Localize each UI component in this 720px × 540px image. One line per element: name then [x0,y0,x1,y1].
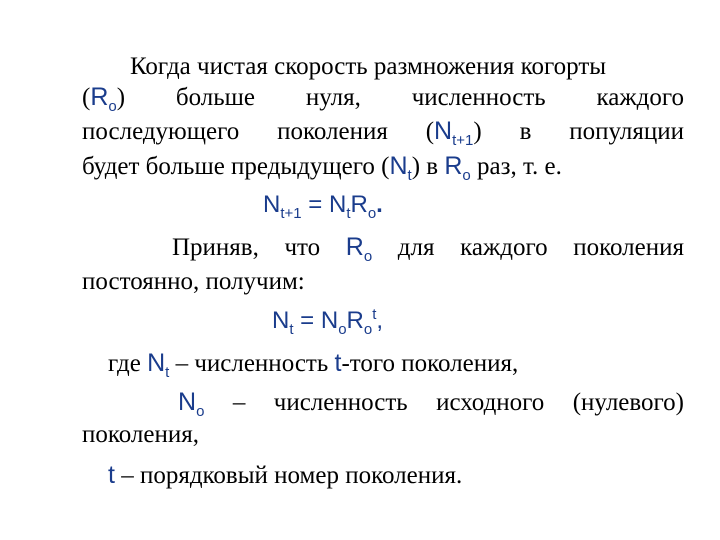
symbol-N-subscript: t+1 [452,132,474,149]
symbol-N: N [147,349,166,377]
symbol-N-subscript: t [165,364,170,381]
paragraph1-text4b: ) в [411,153,445,180]
formula2-sup: t [372,306,377,323]
symbol-t: t [108,461,115,489]
formula1-N: N [263,191,281,218]
symbol-R-subscript: o [363,248,373,265]
formula1-sub2: t [346,204,351,222]
definition-No-line2 [82,420,199,450]
definition-No-line1 [178,387,684,418]
paragraph2-line2 [82,267,305,297]
paragraph1-text4c: раз, т. е. [470,153,562,180]
symbol-t: t [334,349,342,377]
formula2-N: N [272,307,290,334]
formula-general [272,306,383,336]
definition3-text: – порядковый номер поколения. [114,462,463,489]
paragraph2-line1 [172,232,684,263]
paragraph1-line2 [82,82,684,113]
formula-growth [263,190,383,220]
definition1-text-b: – численность [169,350,335,377]
symbol-N: N [178,388,197,416]
paragraph1-text3b: ) в популяции [473,118,685,145]
symbol-R: R [90,83,109,111]
definition-Nt [108,348,518,379]
symbol-N: N [389,152,408,180]
paragraph1-text1: Когда чистая скорость размножения когорты [130,53,607,80]
paragraph1-text2: ) больше нуля, численность каждого [116,84,684,111]
formula2-end: , [376,307,384,334]
formula2-eq: = N [293,307,339,334]
paragraph1-line1 [130,52,606,82]
symbol-R-subscript: o [108,98,117,115]
formula1-eq: = N [301,191,347,218]
formula2-R: R [346,307,364,334]
formula1-sub1: t+1 [280,204,302,222]
formula1-R: R [350,191,368,218]
definition2-inner [178,387,684,418]
paragraph2-text1a: Приняв, что [172,234,346,261]
formula2-sub1: t [289,320,294,338]
symbol-R-subscript: o [462,167,471,184]
definition-t [108,460,462,491]
formula1-sub3: o [367,204,377,222]
paragraph1-text3a: последующего поколения ( [82,118,435,145]
paragraph2-text2: постоянно, получим: [82,268,305,295]
paragraph1-line3 [82,116,684,147]
formula2-sub2: o [338,320,347,338]
formula2-sub3: o [363,320,373,338]
definition2-text-l2: поколения, [82,421,200,448]
symbol-N-subscript: t [407,167,412,184]
paragraph1-line4 [82,151,562,182]
paragraph2-line1-inner [172,232,684,263]
definition2-text-a: – численность исходного (нулевого) [204,389,684,416]
paragraph1-text4a: будет больше предыдущего ( [82,153,390,180]
symbol-N-subscript: o [196,403,205,420]
paren-open: ( [82,84,91,111]
paragraph2-text1b: для каждого поколения [372,234,684,261]
symbol-R: R [444,152,463,180]
formula1-end: . [376,191,383,218]
symbol-N: N [434,117,453,145]
symbol-R: R [345,233,364,261]
definition1-text-c: -того поколения, [341,350,519,377]
definition1-text-a: где [108,350,148,377]
